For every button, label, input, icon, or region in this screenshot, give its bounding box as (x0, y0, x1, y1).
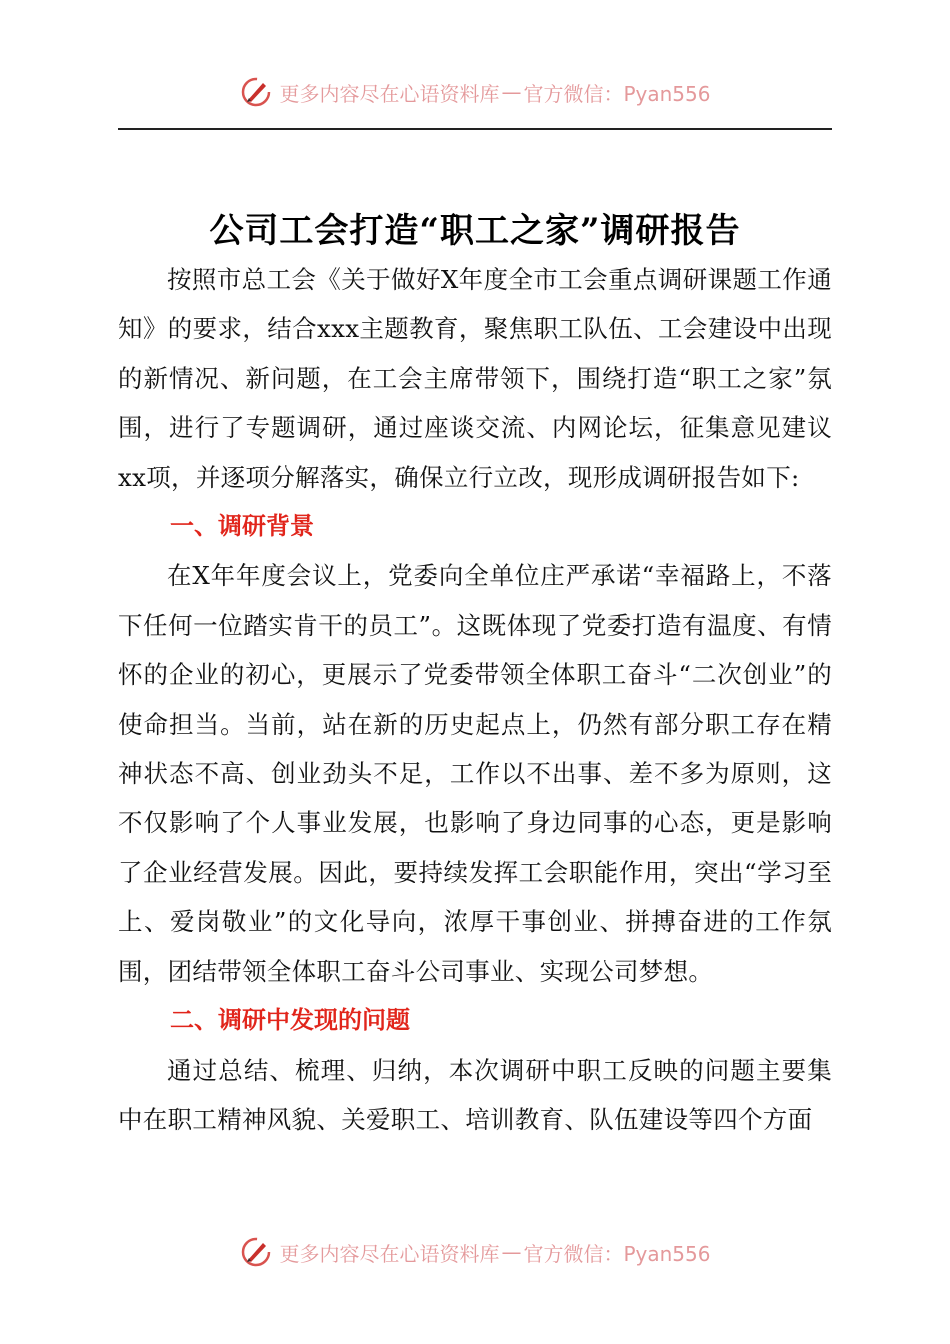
header-banner-wechat: 官方微信：Pyan556 (523, 81, 711, 106)
background-paragraph: 在X年年度会议上，党委向全单位庄严承诺“幸福路上，不落下任何一位踏实肯干的员工”。这既体现了党委打造有温度、有情怀的企业的初心，更展示了党委带领全体职工奋斗“二次创业”的使命担当。当前，站在新的历史起点上，仍然有部分职工存在精神状态不高、创业劲头不足，工作以不出事、差不多为原则，这不仅影响了个人事业发展，也影响了身边同事的心态，更是影响了企业经营发展。因此，要持续发挥工会职能作用，突出“学习至上、爱岗敬业”的文化导向，浓厚干事创业、拼搏奋进的工作氛围，团结带领全体职工奋斗公司事业、实现公司梦想。 (118, 561, 832, 986)
section-heading-problems: 二、调研中发现的问题 (170, 1006, 410, 1035)
footer-banner-dash: — (501, 1240, 522, 1264)
header-banner-dash: — (501, 80, 522, 104)
footer-banner-text: 更多内容尽在心语资料库 (279, 1241, 500, 1266)
header-banner-text: 更多内容尽在心语资料库 (279, 81, 500, 106)
problems-paragraph: 通过总结、梳理、归纳，本次调研中职工反映的问题主要集中在职工精神风貌、关爱职工、培训教育、队伍建设等四个方面 (118, 1055, 832, 1134)
footer-watermark-banner (0, 1232, 950, 1272)
section-heading-background: 一、调研背景 (170, 512, 314, 541)
intro-paragraph: 按照市总工会《关于做好X年度全市工会重点调研课题工作通知》的要求，结合xxx主题教育，聚焦职工队伍、工会建设中出现的新情况、新问题，在工会主席带领下，围绕打造“职工之家”氛围，进行了专题调研，通过座谈交流、内网论坛，征集意见建议xx项，并逐项分解落实，确保立行立改，现形成调研报告如下: (118, 265, 832, 492)
header-watermark-banner (0, 72, 950, 112)
document-body (118, 255, 832, 1144)
header-divider (118, 128, 832, 130)
document-title: 公司工会打造“职工之家”调研报告 (209, 210, 741, 251)
pen-logo-icon (239, 1235, 273, 1269)
footer-banner-wechat: 官方微信：Pyan556 (523, 1241, 711, 1266)
pen-logo-icon (239, 75, 273, 109)
